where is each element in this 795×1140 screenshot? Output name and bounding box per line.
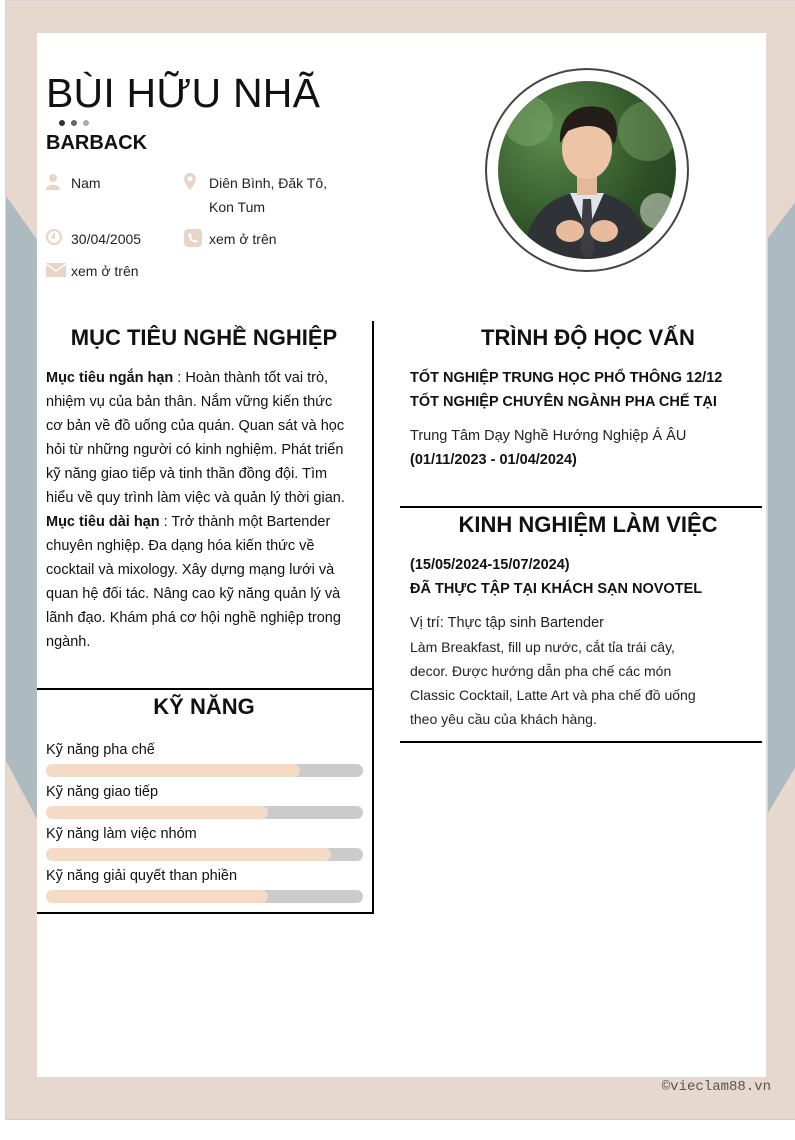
experience-desc-line: theo yêu cầu của khách hàng. [410,711,597,727]
skill-label: Kỹ năng pha chế [46,742,155,758]
experience-bottom-divider [400,741,762,743]
skill-label: Kỹ năng làm việc nhóm [46,826,197,842]
gender-value: Nam [71,175,101,191]
objective-text [46,366,351,654]
gender-info [46,171,101,195]
short-term-label: Mục tiêu ngắn hạn [46,370,174,386]
phone-value: xem ở trên [209,231,277,247]
address-info [184,171,327,219]
birthday-value: 30/04/2005 [71,231,142,247]
education-experience-divider [400,506,762,508]
phone-info [184,227,277,251]
skills-bottom-divider [37,912,374,914]
address-line2: Kon Tum [209,199,266,215]
experience-company: ĐÃ THỰC TẬP TẠI KHÁCH SẠN NOVOTEL [410,581,703,597]
watermark: ©vieclam88.vn [661,1079,771,1095]
profile-photo [498,81,676,259]
objective-skills-divider [37,688,374,690]
email-info [46,259,139,283]
phone-icon [184,229,202,247]
dot [59,120,65,126]
experience-desc-line: decor. Được hướng dẫn pha chế các món [410,663,672,679]
birthday-info [46,227,141,251]
address-line1: Diên Bình, Đăk Tô, [209,175,328,191]
education-line2: TỐT NGHIỆP CHUYÊN NGÀNH PHA CHẾ TẠI [410,394,717,410]
objective-heading: MỤC TIÊU NGHỀ NGHIỆP [70,325,338,350]
skill-bar-fill [46,890,268,903]
experience-desc-line: Classic Cocktail, Latte Art và pha chế đồ uống [410,687,696,703]
long-term-text: : Trở thành một Bartender chuyên nghiệp. Đa dạng hóa kiến thức về cocktail và mixology. Xây dựng mạng lưới và quan hệ đối tác. Nâng cao kỹ năng quản lý và lãnh đạo. Khám phá cơ hội nghề nghiệp trong ngành. [46,514,341,650]
envelope-icon [46,261,66,279]
education-school: Trung Tâm Dạy Nghề Hướng Nghiệp Á ÂU [410,428,687,444]
clock-icon [46,229,64,247]
user-icon [46,173,64,191]
skill-bar [46,806,363,819]
skill-bar [46,848,363,861]
experience-period: (15/05/2024-15/07/2024) [410,557,570,573]
education-period: (01/11/2023 - 01/04/2024) [410,452,577,468]
job-title: BARBACK [46,132,148,154]
map-marker-icon [184,173,202,191]
skills-heading: KỸ NĂNG [153,694,255,719]
email-value: xem ở trên [71,263,139,279]
decorative-dots [59,120,89,126]
education-heading: TRÌNH ĐỘ HỌC VẤN [481,325,695,350]
experience-heading: KINH NGHIỆM LÀM VIỆC [458,512,718,537]
skill-bar-fill [46,848,331,861]
skill-bar [46,764,363,777]
avatar [498,81,676,259]
right-diagonal-decoration [766,1,795,1120]
skill-label: Kỹ năng giao tiếp [46,784,159,800]
column-divider [372,321,374,914]
short-term-text: : Hoàn thành tốt vai trò, nhiệm vụ của bản thân. Nắm vững kiến thức cơ bản về đồ uống của quán. Quan sát và học hỏi từ những người có kinh nghiệm. Phát triển kỹ năng giao tiếp và tinh thần đồng đội. Tìm hiểu về quy trình làm việc và quản lý thời gian. [46,370,345,506]
education-line1: TỐT NGHIỆP TRUNG HỌC PHỔ THÔNG 12/12 [410,370,723,386]
long-term-label: Mục tiêu dài hạn [46,514,160,530]
candidate-name: BÙI HỮU NHÃ [46,70,321,116]
skill-label: Kỹ năng giải quyết than phiền [46,868,238,884]
experience-desc-line: Làm Breakfast, fill up nước, cắt tỉa trái cây, [410,639,675,655]
dot [71,120,77,126]
skill-bar-fill [46,764,300,777]
skill-bar-fill [46,806,268,819]
dot [83,120,89,126]
experience-position: Vị trí: Thực tập sinh Bartender [410,615,605,631]
skill-bar [46,890,363,903]
